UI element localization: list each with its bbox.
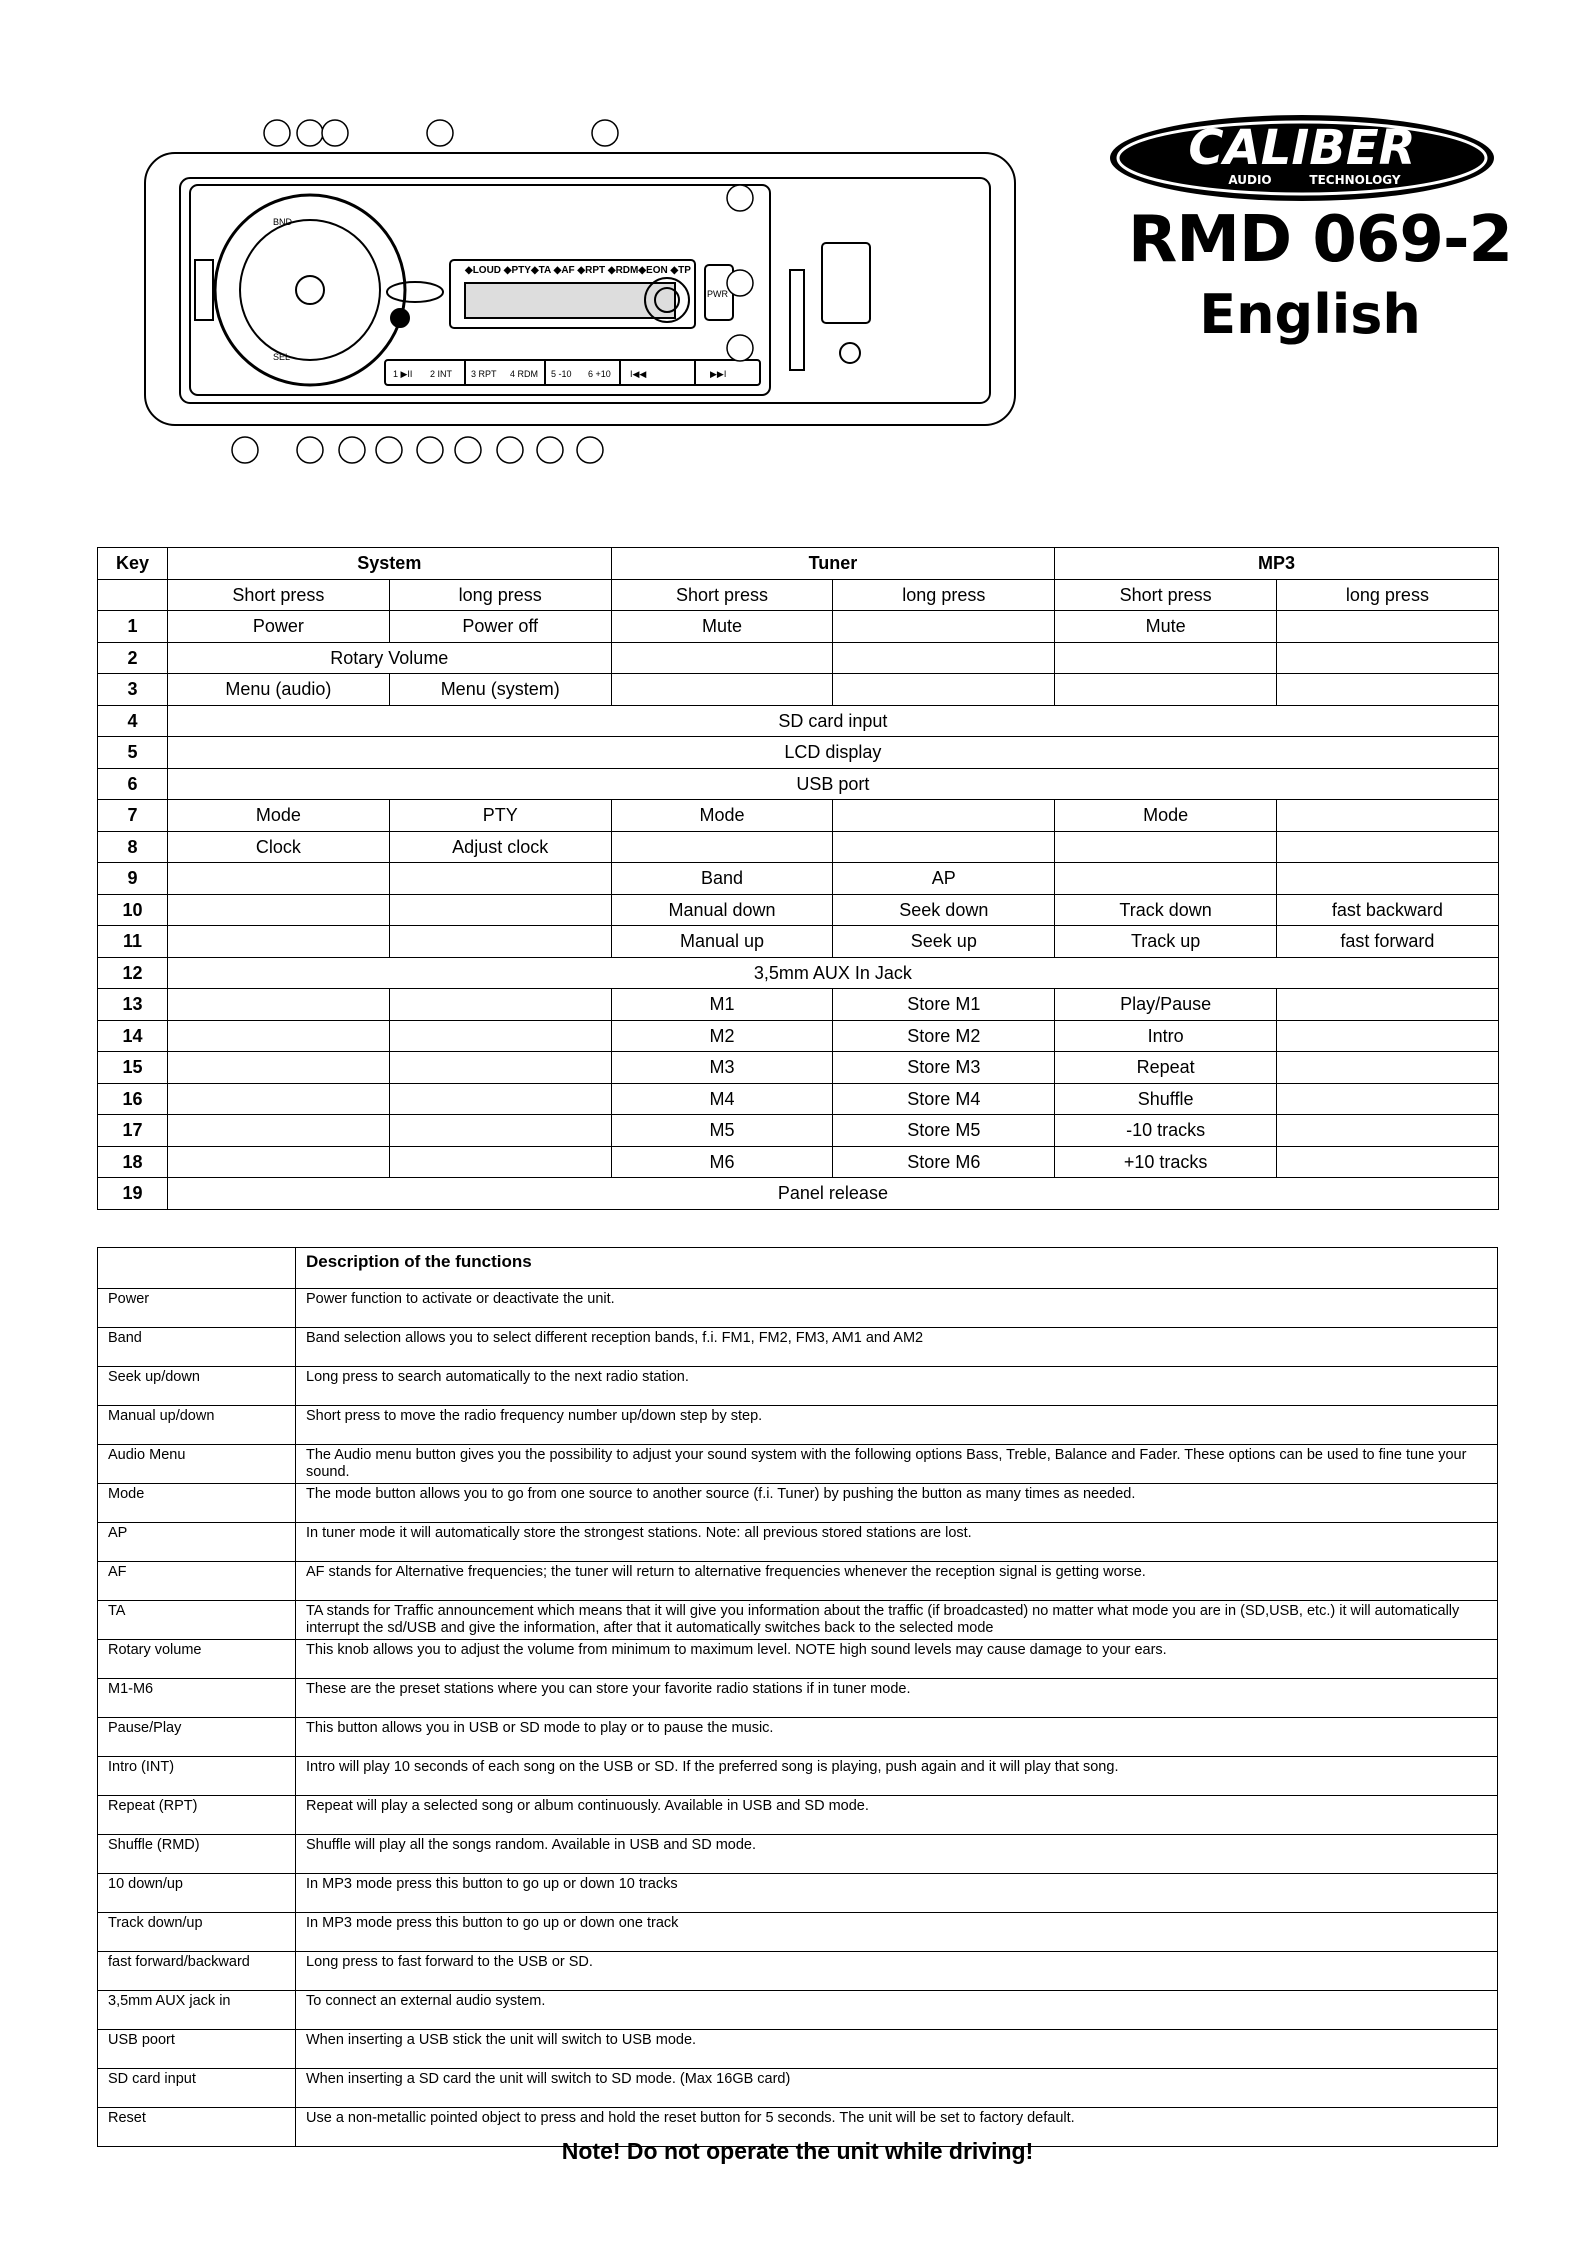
key-number: 13 bbox=[98, 989, 168, 1021]
key-function-cell: Adjust clock bbox=[389, 831, 611, 863]
key-function-cell: Clock bbox=[168, 831, 390, 863]
function-description: These are the preset stations where you can store your favorite radio stations if in tuner mode. bbox=[296, 1679, 1498, 1718]
key-function-cell bbox=[833, 611, 1055, 643]
key-row bbox=[98, 611, 1499, 643]
function-name: Shuffle (RMD) bbox=[98, 1835, 296, 1874]
key-function-cell bbox=[1277, 1083, 1499, 1115]
functions-table bbox=[97, 1247, 1498, 2147]
lcd-segments bbox=[465, 283, 675, 318]
function-name: Power bbox=[98, 1289, 296, 1328]
function-description: To connect an external audio system. bbox=[296, 1991, 1498, 2030]
key-number: 11 bbox=[98, 926, 168, 958]
function-row bbox=[98, 1562, 1498, 1601]
function-description: TA stands for Traffic announcement which means that it will give you information about the traffic (if broadcasted) no matter what mode you are in (SD,USB, etc.) it will automatically interrupt the sd/USB and give the information, after that it automatically switches back to the selected mode bbox=[296, 1601, 1498, 1640]
subheader-cell: Short press bbox=[611, 579, 833, 611]
function-description: In MP3 mode press this button to go up or down 10 tracks bbox=[296, 1874, 1498, 1913]
key-function-cell bbox=[1277, 1146, 1499, 1178]
device-diagram bbox=[95, 105, 1095, 475]
key-function-cell bbox=[168, 1146, 390, 1178]
car-radio-illustration bbox=[95, 105, 1095, 475]
key-row bbox=[98, 989, 1499, 1021]
function-description: When inserting a SD card the unit will switch to SD mode. (Max 16GB card) bbox=[296, 2069, 1498, 2108]
keys-table bbox=[97, 547, 1499, 1210]
keys-subheader-row bbox=[98, 579, 1499, 611]
key-function-cell bbox=[1055, 831, 1277, 863]
key-function-cell: Seek up bbox=[833, 926, 1055, 958]
function-row bbox=[98, 1406, 1498, 1445]
function-name: AP bbox=[98, 1523, 296, 1562]
key-function-full: LCD display bbox=[168, 737, 1499, 769]
function-name: USB poort bbox=[98, 2030, 296, 2069]
key-function-cell: Store M1 bbox=[833, 989, 1055, 1021]
function-description: When inserting a USB stick the unit will switch to USB mode. bbox=[296, 2030, 1498, 2069]
function-row bbox=[98, 1601, 1498, 1640]
key-function-cell: Manual up bbox=[611, 926, 833, 958]
model-name: RMD 069-2 bbox=[1127, 203, 1513, 277]
header-tuner: Tuner bbox=[611, 548, 1055, 580]
key-row bbox=[98, 1083, 1499, 1115]
preset-label-3: 3 RPT bbox=[471, 369, 497, 379]
key-function-cell bbox=[1277, 863, 1499, 895]
key-function-cell bbox=[1277, 642, 1499, 674]
header-mp3: MP3 bbox=[1055, 548, 1499, 580]
key-function-cell bbox=[389, 1115, 611, 1147]
key-row bbox=[98, 863, 1499, 895]
function-row bbox=[98, 1289, 1498, 1328]
function-description: Intro will play 10 seconds of each song on the USB or SD. If the preferred song is playing, push again and it will play that song. bbox=[296, 1757, 1498, 1796]
function-description: Use a non-metallic pointed object to press and hold the reset button for 5 seconds. The unit will be set to factory default. bbox=[296, 2108, 1498, 2147]
function-row bbox=[98, 1523, 1498, 1562]
key-function-cell: +10 tracks bbox=[1055, 1146, 1277, 1178]
logo-tagline-technology: TECHNOLOGY bbox=[1309, 173, 1401, 187]
key-row bbox=[98, 737, 1499, 769]
functions-header: Description of the functions bbox=[296, 1248, 1498, 1289]
logo-tagline-audio: AUDIO bbox=[1228, 173, 1272, 187]
function-description: This button allows you in USB or SD mode to play or to pause the music. bbox=[296, 1718, 1498, 1757]
key-function-cell bbox=[389, 926, 611, 958]
function-name: M1-M6 bbox=[98, 1679, 296, 1718]
key-row bbox=[98, 642, 1499, 674]
key-function-cell bbox=[1055, 863, 1277, 895]
key-number: 2 bbox=[98, 642, 168, 674]
key-function-cell bbox=[1055, 674, 1277, 706]
key-function-cell: M1 bbox=[611, 989, 833, 1021]
key-function-cell bbox=[168, 1020, 390, 1052]
subheader-cell: Short press bbox=[1055, 579, 1277, 611]
function-name: fast forward/backward bbox=[98, 1952, 296, 1991]
key-function-cell bbox=[1277, 1115, 1499, 1147]
function-name: Pause/Play bbox=[98, 1718, 296, 1757]
function-name: 10 down/up bbox=[98, 1874, 296, 1913]
key-number: 4 bbox=[98, 705, 168, 737]
key-function-cell: Play/Pause bbox=[1055, 989, 1277, 1021]
pwr-label: PWR bbox=[707, 289, 728, 299]
function-name: Reset bbox=[98, 2108, 296, 2147]
knob-center bbox=[296, 276, 324, 304]
function-name: TA bbox=[98, 1601, 296, 1640]
usb-port bbox=[822, 243, 870, 323]
function-description: Repeat will play a selected song or album continuously. Available in USB and SD mode. bbox=[296, 1796, 1498, 1835]
key-function-cell: M3 bbox=[611, 1052, 833, 1084]
key-number: 5 bbox=[98, 737, 168, 769]
function-description: Long press to search automatically to the next radio station. bbox=[296, 1367, 1498, 1406]
key-number: 14 bbox=[98, 1020, 168, 1052]
key-function-cell: Power off bbox=[389, 611, 611, 643]
function-name: SD card input bbox=[98, 2069, 296, 2108]
function-name: Repeat (RPT) bbox=[98, 1796, 296, 1835]
key-function-cell: PTY bbox=[389, 800, 611, 832]
key-function-cell: Intro bbox=[1055, 1020, 1277, 1052]
key-row bbox=[98, 1178, 1499, 1210]
key-row bbox=[98, 800, 1499, 832]
key-number: 10 bbox=[98, 894, 168, 926]
function-name: Audio Menu bbox=[98, 1445, 296, 1484]
key-function-cell: Shuffle bbox=[1055, 1083, 1277, 1115]
key-function-cell: Track up bbox=[1055, 926, 1277, 958]
key-function-system: Rotary Volume bbox=[168, 642, 612, 674]
key-function-cell bbox=[389, 1052, 611, 1084]
lcd-indicators: ◆LOUD ◆PTY◆TA ◆AF ◆RPT ◆RDM◆EON ◆TP bbox=[465, 265, 691, 276]
caliber-logo bbox=[1105, 112, 1500, 204]
logo-badge bbox=[387, 282, 443, 302]
function-row bbox=[98, 1367, 1498, 1406]
key-number: 15 bbox=[98, 1052, 168, 1084]
key-function-cell: Seek down bbox=[833, 894, 1055, 926]
function-name: Track down/up bbox=[98, 1913, 296, 1952]
key-function-cell bbox=[389, 863, 611, 895]
key-function-cell: Store M3 bbox=[833, 1052, 1055, 1084]
key-function-cell bbox=[389, 989, 611, 1021]
key-function-cell bbox=[1277, 989, 1499, 1021]
function-name: Seek up/down bbox=[98, 1367, 296, 1406]
preset-label-2: 2 INT bbox=[430, 369, 453, 379]
function-row bbox=[98, 1328, 1498, 1367]
function-name: Rotary volume bbox=[98, 1640, 296, 1679]
function-name: 3,5mm AUX jack in bbox=[98, 1991, 296, 2030]
key-function-cell: Mute bbox=[611, 611, 833, 643]
key-function-cell: M4 bbox=[611, 1083, 833, 1115]
key-function-cell: Band bbox=[611, 863, 833, 895]
preset-labels bbox=[393, 369, 726, 379]
key-number: 19 bbox=[98, 1178, 168, 1210]
release-button bbox=[195, 260, 213, 320]
function-description: In MP3 mode press this button to go up or down one track bbox=[296, 1913, 1498, 1952]
key-number: 9 bbox=[98, 863, 168, 895]
function-description: Band selection allows you to select different reception bands, f.i. FM1, FM2, FM3, AM1 and AM2 bbox=[296, 1328, 1498, 1367]
key-function-cell: Mute bbox=[1055, 611, 1277, 643]
key-function-cell: Manual down bbox=[611, 894, 833, 926]
key-row bbox=[98, 831, 1499, 863]
function-row bbox=[98, 1991, 1498, 2030]
function-description: This knob allows you to adjust the volume from minimum to maximum level. NOTE high sound levels may cause damage to your ears. bbox=[296, 1640, 1498, 1679]
preset-label-4: 4 RDM bbox=[510, 369, 539, 379]
function-row bbox=[98, 1796, 1498, 1835]
key-function-cell: fast backward bbox=[1277, 894, 1499, 926]
key-row bbox=[98, 957, 1499, 989]
function-row bbox=[98, 1445, 1498, 1484]
function-row bbox=[98, 1718, 1498, 1757]
function-name: Manual up/down bbox=[98, 1406, 296, 1445]
function-description: The Audio menu button gives you the possibility to adjust your sound system with the following options Bass, Treble, Balance and Fader. These options can be used to fine tune your sound. bbox=[296, 1445, 1498, 1484]
key-function-cell bbox=[389, 1020, 611, 1052]
key-number: 16 bbox=[98, 1083, 168, 1115]
function-row bbox=[98, 1874, 1498, 1913]
key-function-cell: Menu (audio) bbox=[168, 674, 390, 706]
model-language: English bbox=[1199, 283, 1421, 346]
key-function-full: USB port bbox=[168, 768, 1499, 800]
key-number: 6 bbox=[98, 768, 168, 800]
key-function-full: Panel release bbox=[168, 1178, 1499, 1210]
key-function-cell bbox=[1277, 1020, 1499, 1052]
function-description: AF stands for Alternative frequencies; the tuner will return to alternative frequencies whenever the reception signal is getting worse. bbox=[296, 1562, 1498, 1601]
key-number: 18 bbox=[98, 1146, 168, 1178]
key-row bbox=[98, 705, 1499, 737]
preset-label-6: 6 +10 bbox=[588, 369, 611, 379]
key-function-cell bbox=[611, 642, 833, 674]
key-function-cell bbox=[389, 894, 611, 926]
keys-header-row bbox=[98, 548, 1499, 580]
key-function-cell bbox=[1277, 611, 1499, 643]
key-function-cell bbox=[1277, 674, 1499, 706]
key-function-full: 3,5mm AUX In Jack bbox=[168, 957, 1499, 989]
key-function-cell: Mode bbox=[611, 800, 833, 832]
key-function-cell bbox=[1277, 800, 1499, 832]
function-row bbox=[98, 1835, 1498, 1874]
key-function-cell: AP bbox=[833, 863, 1055, 895]
function-description: Shuffle will play all the songs random. Available in USB and SD mode. bbox=[296, 1835, 1498, 1874]
subheader-cell: long press bbox=[1277, 579, 1499, 611]
key-function-cell: Store M6 bbox=[833, 1146, 1055, 1178]
key-function-cell: Repeat bbox=[1055, 1052, 1277, 1084]
key-function-cell bbox=[1277, 831, 1499, 863]
function-description: Long press to fast forward to the USB or SD. bbox=[296, 1952, 1498, 1991]
key-function-full: SD card input bbox=[168, 705, 1499, 737]
key-function-cell: Menu (system) bbox=[389, 674, 611, 706]
key-function-cell: M5 bbox=[611, 1115, 833, 1147]
preset-label-5: 5 -10 bbox=[551, 369, 572, 379]
key-row bbox=[98, 1146, 1499, 1178]
bnd-label: BND bbox=[273, 217, 293, 227]
function-description: Power function to activate or deactivate the unit. bbox=[296, 1289, 1498, 1328]
key-function-cell bbox=[833, 674, 1055, 706]
function-description: The mode button allows you to go from one source to another source (f.i. Tuner) by pushing the button as many times as needed. bbox=[296, 1484, 1498, 1523]
key-function-cell: M6 bbox=[611, 1146, 833, 1178]
key-function-cell bbox=[611, 674, 833, 706]
key-function-cell: Track down bbox=[1055, 894, 1277, 926]
subheader-cell: long press bbox=[389, 579, 611, 611]
functions-table-body bbox=[98, 1289, 1498, 2147]
key-number: 7 bbox=[98, 800, 168, 832]
key-function-cell bbox=[168, 863, 390, 895]
key-function-cell bbox=[833, 800, 1055, 832]
key-number: 3 bbox=[98, 674, 168, 706]
key-row bbox=[98, 926, 1499, 958]
key-function-cell bbox=[168, 926, 390, 958]
function-description: In tuner mode it will automatically store the strongest stations. Note: all previous stored stations are lost. bbox=[296, 1523, 1498, 1562]
function-name: Mode bbox=[98, 1484, 296, 1523]
key-function-cell bbox=[168, 1083, 390, 1115]
function-row bbox=[98, 1679, 1498, 1718]
key-function-cell: Mode bbox=[168, 800, 390, 832]
key-function-cell: -10 tracks bbox=[1055, 1115, 1277, 1147]
key-number: 8 bbox=[98, 831, 168, 863]
header-key: Key bbox=[98, 548, 168, 580]
preset-label-1: 1 ▶II bbox=[393, 369, 413, 379]
key-function-cell bbox=[1055, 642, 1277, 674]
key-function-cell bbox=[833, 642, 1055, 674]
key-function-cell: Store M2 bbox=[833, 1020, 1055, 1052]
key-function-cell: Power bbox=[168, 611, 390, 643]
key-number: 1 bbox=[98, 611, 168, 643]
key-function-cell bbox=[168, 1052, 390, 1084]
functions-header-row bbox=[98, 1248, 1498, 1289]
function-row bbox=[98, 1484, 1498, 1523]
aux-jack bbox=[840, 343, 860, 363]
logo-brand: CALIBER bbox=[1188, 120, 1416, 176]
key-function-cell: Store M5 bbox=[833, 1115, 1055, 1147]
key-function-cell bbox=[168, 894, 390, 926]
subheader-cell: Short press bbox=[168, 579, 390, 611]
key-function-cell bbox=[168, 1115, 390, 1147]
header-system: System bbox=[168, 548, 612, 580]
knob-inner bbox=[240, 220, 380, 360]
function-name: AF bbox=[98, 1562, 296, 1601]
key-number: 17 bbox=[98, 1115, 168, 1147]
key-function-cell bbox=[389, 1146, 611, 1178]
sel-label: SEL bbox=[273, 352, 291, 362]
warning-note: Note! Do not operate the unit while driving! bbox=[561, 2138, 1034, 2164]
key-function-cell: M2 bbox=[611, 1020, 833, 1052]
key-row bbox=[98, 894, 1499, 926]
key-function-cell bbox=[168, 989, 390, 1021]
key-row bbox=[98, 1115, 1499, 1147]
key-function-cell bbox=[611, 831, 833, 863]
keys-table-body bbox=[98, 611, 1499, 1210]
preset-label-next: ▶▶I bbox=[710, 369, 727, 379]
mic-icon bbox=[391, 309, 409, 327]
key-function-cell: Mode bbox=[1055, 800, 1277, 832]
key-number: 12 bbox=[98, 957, 168, 989]
sd-slot bbox=[790, 270, 804, 370]
subheader-cell: long press bbox=[833, 579, 1055, 611]
volume-knob bbox=[215, 195, 405, 385]
key-function-cell bbox=[833, 831, 1055, 863]
key-row bbox=[98, 1020, 1499, 1052]
function-row bbox=[98, 1757, 1498, 1796]
function-name: Intro (INT) bbox=[98, 1757, 296, 1796]
key-function-cell bbox=[1277, 1052, 1499, 1084]
function-row bbox=[98, 1640, 1498, 1679]
preset-label-prev: I◀◀ bbox=[630, 369, 647, 379]
function-row bbox=[98, 1952, 1498, 1991]
key-function-cell bbox=[389, 1083, 611, 1115]
key-row bbox=[98, 674, 1499, 706]
function-description: Short press to move the radio frequency number up/down step by step. bbox=[296, 1406, 1498, 1445]
key-row bbox=[98, 768, 1499, 800]
function-row bbox=[98, 2069, 1498, 2108]
key-function-cell: fast forward bbox=[1277, 926, 1499, 958]
function-row bbox=[98, 2030, 1498, 2069]
function-row bbox=[98, 1913, 1498, 1952]
function-name: Band bbox=[98, 1328, 296, 1367]
key-row bbox=[98, 1052, 1499, 1084]
key-function-cell: Store M4 bbox=[833, 1083, 1055, 1115]
